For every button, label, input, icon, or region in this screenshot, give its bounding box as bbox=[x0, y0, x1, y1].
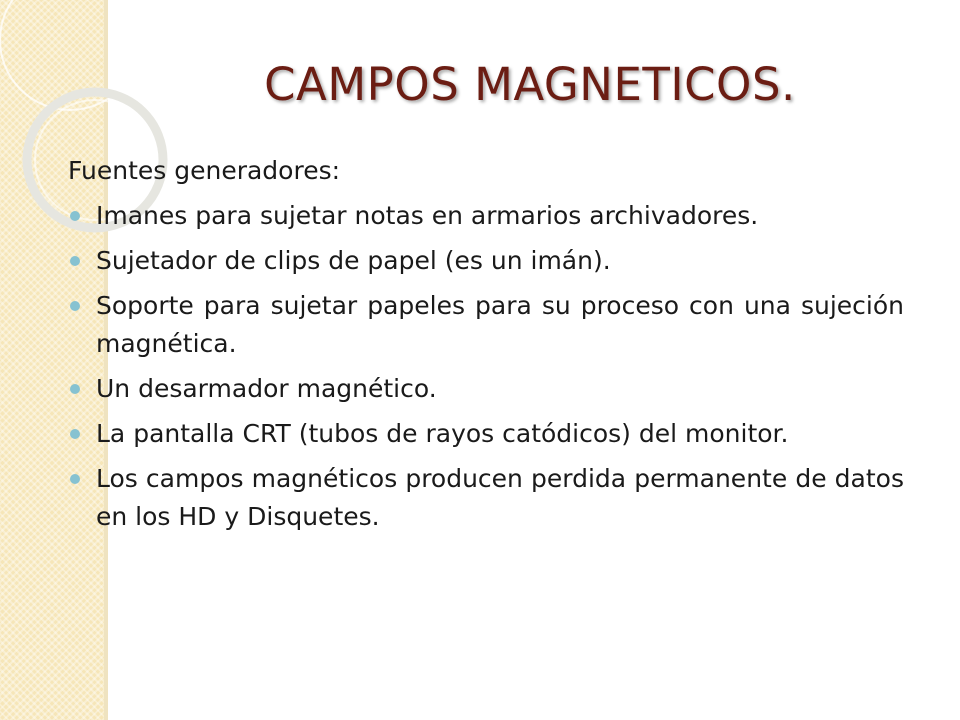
bullet-text: Sujetador de clips de papel (es un imán). bbox=[96, 246, 611, 275]
bullet-dot-icon bbox=[70, 211, 80, 221]
bullet-text: La pantalla CRT (tubos de rayos catódicos) del monitor. bbox=[96, 419, 789, 448]
intro-text: Fuentes generadores: bbox=[68, 156, 341, 185]
bullet-item bbox=[68, 242, 904, 280]
bullet-item bbox=[68, 415, 904, 453]
bullet-list bbox=[68, 197, 904, 536]
bullet-item bbox=[68, 460, 904, 536]
bullet-item bbox=[68, 197, 904, 235]
bullet-text: Imanes para sujetar notas en armarios archivadores. bbox=[96, 201, 759, 230]
slide-title: CAMPOS MAGNETICOS. bbox=[264, 58, 796, 111]
bullet-text: Un desarmador magnético. bbox=[96, 374, 437, 403]
bullet-item bbox=[68, 287, 904, 363]
bullet-dot-icon bbox=[70, 429, 80, 439]
slide-content bbox=[68, 152, 904, 543]
bullet-dot-icon bbox=[70, 301, 80, 311]
bullet-text: Soporte para sujetar papeles para su proceso con una sujeción magnética. bbox=[96, 291, 904, 358]
bullet-text: Los campos magnéticos producen perdida permanente de datos en los HD y Disquetes. bbox=[96, 464, 904, 531]
bullet-dot-icon bbox=[70, 256, 80, 266]
bullet-dot-icon bbox=[70, 474, 80, 484]
bullet-dot-icon bbox=[70, 384, 80, 394]
bullet-item bbox=[68, 370, 904, 408]
